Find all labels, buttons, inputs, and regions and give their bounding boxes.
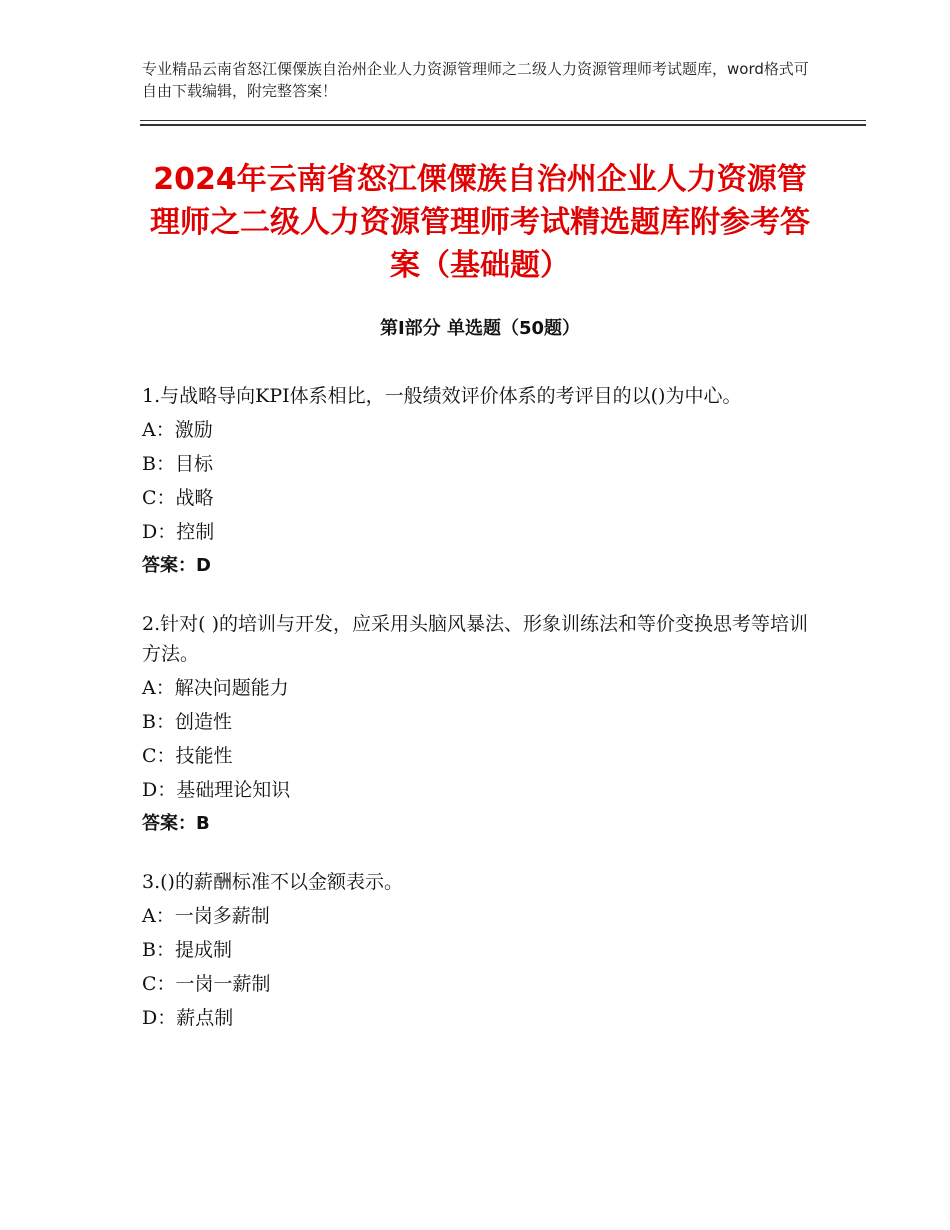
question-1 [142, 381, 812, 583]
document-title: 2024年云南省怒江傈僳族自治州企业人力资源管理师之二级人力资源管理师考试精选题库附参考答案（基础题） [150, 162, 810, 283]
question-stem: 1.与战略导向KPI体系相比，一般绩效评价体系的考评目的以()为中心。 [142, 385, 742, 407]
option-d: D：基础理论知识 [142, 779, 291, 801]
option-b: B：创造性 [142, 711, 232, 733]
option-c: C：技能性 [142, 745, 233, 767]
option-c: C：一岗一薪制 [142, 973, 271, 995]
answer: 答案：B [142, 813, 210, 834]
option-a: A：解决问题能力 [142, 677, 289, 699]
question-2 [142, 609, 812, 841]
option-d: D：控制 [142, 521, 215, 543]
option-d: D：薪点制 [142, 1007, 234, 1029]
option-a: A：一岗多薪制 [142, 905, 270, 927]
section-title: 第Ⅰ部分 单选题（50题） [379, 318, 580, 339]
option-a: A：激励 [142, 419, 213, 441]
option-b: B：提成制 [142, 939, 232, 961]
header-rule-thick [140, 124, 866, 126]
question-list [142, 381, 812, 1061]
question-stem: 2.针对( )的培训与开发，应采用头脑风暴法、形象训练法和等价变换思考等培训方法。 [142, 613, 808, 665]
option-c: C：战略 [142, 487, 214, 509]
option-b: B：目标 [142, 453, 213, 475]
header-rule-thin [140, 120, 866, 121]
question-3 [142, 867, 812, 1035]
header-note: 专业精品云南省怒江傈僳族自治州企业人力资源管理师之二级人力资源管理师考试题库，word格式可自由下载编辑，附完整答案！ [142, 60, 809, 100]
question-stem: 3.()的薪酬标准不以金额表示。 [142, 871, 403, 893]
answer: 答案：D [142, 555, 211, 576]
